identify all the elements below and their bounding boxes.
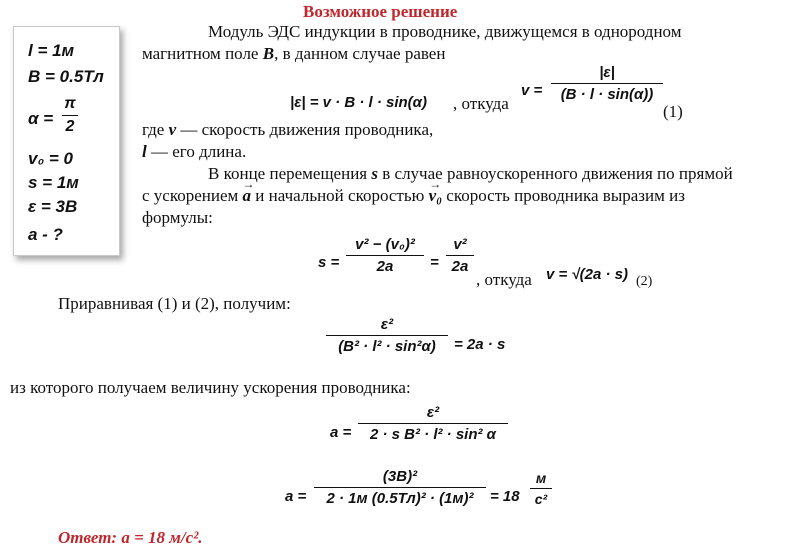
equation-ref-1: (1) [663,102,683,121]
equation-s-den-1: 2a [376,258,394,275]
page-title: Возможное решение [303,2,458,21]
fraction-bar [62,115,78,116]
from-which-text: из которого получаем величину ускорения проводника: [10,378,411,397]
paragraph-1-line-2 [142,44,445,64]
equation-3-fraction [326,316,448,355]
given-box [13,26,120,256]
given-angle-den: 2 [65,118,75,135]
equation-v-sqrt: v = √(2a · s) [546,266,629,283]
paragraph-1-line-1: Модуль ЭДС индукции в проводнике, движущемся в однородном [208,22,682,41]
equation-4-fraction [358,404,508,443]
equation-3-rhs: = 2a · s [454,336,506,353]
text-fragment: с ускорением [142,186,239,205]
text-fragment: — его длина. [150,142,247,161]
given-length: l = 1м [28,41,75,60]
fraction-bar [358,423,508,424]
equation-s-num-2: v² [453,236,467,253]
given-angle-fraction [62,95,78,136]
equation-s-tail: , откуда [476,270,532,289]
equation-4-num: ε² [426,404,440,421]
fraction-bar [530,488,552,489]
text-fragment: — скорость движения проводника, [180,120,434,139]
fraction-bar [446,255,474,256]
equation-5-lhs: a = [285,488,307,505]
given-field: B = 0.5Тл [28,67,104,86]
equation-5-unit-num: м [535,470,547,486]
equation-5-num: (3В)² [382,468,418,485]
fraction-bar [551,83,663,84]
symbol-l: l [142,142,147,161]
fraction-bar [346,255,424,256]
equation-5-unit [530,470,552,507]
text-fragment: в случае равноускоренного движения по прямой [382,164,733,183]
equation-5-unit-den: с² [534,491,548,507]
symbol-v: v [168,120,177,139]
equation-emf-tail: , откуда [453,94,509,113]
paragraph-2-line-3: формулы: [142,208,213,227]
given-initial-speed: v₀ = 0 [28,149,73,168]
equation-s-num-1: v² − (v₀)² [355,236,415,253]
text-fragment: скорость проводника выразим из [446,186,685,205]
equation-4-lhs: a = [330,424,352,441]
given-angle-lhs: α = [28,109,54,128]
equation-ref-2: (2) [636,274,653,289]
equation-4-den: 2 · s B² · l² · sin² α [370,426,496,443]
given-find: a - ? [28,225,63,244]
paragraph-2-line-1 [208,164,733,184]
equate-text: Приравнивая (1) и (2), получим: [58,294,291,313]
equation-3-num: ε² [380,316,394,333]
equals-sign: = [430,254,439,271]
text-fragment: магнитном поле [142,44,259,63]
equation-s-den-2: 2a [451,258,469,275]
equation-s-lhs: s = [318,254,340,271]
definition-l [142,142,246,162]
equation-3-den: (B² · l² · sin²α) [338,338,436,355]
text-fragment: , в данном случае равен [274,44,446,63]
text-fragment: где [142,120,165,139]
fraction-bar [314,487,486,488]
equation-s-fraction-2 [446,236,474,275]
given-angle-num: π [64,95,76,112]
definition-v [142,120,433,140]
vector-a: → a [243,186,252,206]
vector-v0: → v₀ [429,186,442,206]
symbol-s: s [371,164,378,183]
equation-emf: |ε| = v · B · l · sin(α) [290,94,427,111]
given-distance: s = 1м [28,173,79,192]
equation-5-fraction [314,468,486,507]
equation-v-num: |ε| [599,64,615,81]
symbol-B: B [262,44,275,63]
equation-v-fraction [551,64,663,103]
equation-s-fraction-1 [346,236,424,275]
equation-5-rhs: = 18 [490,488,520,505]
equation-v-lhs: v = [521,82,543,99]
equation-5-den: 2 · 1м (0.5Тл)² · (1м)² [326,490,474,507]
text-fragment: В конце перемещения [208,164,368,183]
text-fragment: и начальной скоростью [255,186,425,205]
fraction-bar [326,335,448,336]
answer: Ответ: a = 18 м/с². [58,528,203,547]
given-emf: ε = 3В [28,197,78,216]
paragraph-2-line-2 [142,186,685,206]
equation-v-den: (B · l · sin(α)) [560,86,654,103]
